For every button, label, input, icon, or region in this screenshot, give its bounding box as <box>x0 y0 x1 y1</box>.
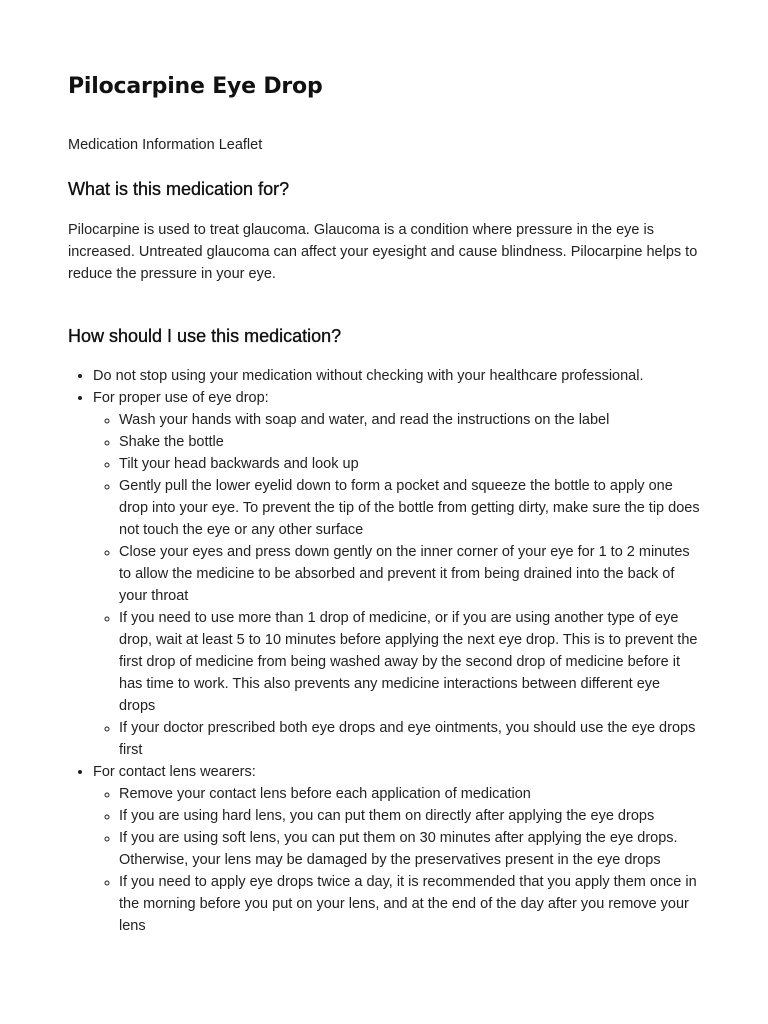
sub-list-item: ◦ If you are using soft lens, you can put them on 30 minutes after applying the eye drops. Otherwise, your lens may be damaged by the preservatives present in the eye drops <box>119 827 700 871</box>
list-item <box>93 387 700 761</box>
document-subtitle: Medication Information Leaflet <box>68 137 263 153</box>
list-item <box>93 761 700 937</box>
sub-list-item: ◦ If you need to apply eye drops twice a day, it is recommended that you apply them once in the morning before you put on your lens, and at the end of the day after you remove your lens <box>119 871 700 937</box>
sub-list-item: ◦ Close your eyes and press down gently on the inner corner of your eye for 1 to 2 minutes to allow the medicine to be absorbed and prevent it from being drained into the back of your throat <box>119 541 700 607</box>
sub-list-item: ◦ If your doctor prescribed both eye drops and eye ointments, you should use the eye drops first <box>119 717 700 761</box>
contact-lens-list <box>93 783 700 937</box>
list-item-text: For proper use of eye drop: <box>93 390 269 406</box>
sub-list-item: ◦ Tilt your head backwards and look up <box>119 453 700 475</box>
section-body-what: Pilocarpine is used to treat glaucoma. Glaucoma is a condition where pressure in the eye is increased. Untreated glaucoma can affect your eyesight and cause blindness. Pilocarpine helps to reduce the pressure in your eye. <box>68 222 698 282</box>
document-title: Pilocarpine Eye Drop <box>68 74 323 99</box>
section-heading-what: What is this medication for? <box>68 179 290 199</box>
section-heading-how: How should I use this medication? <box>68 326 342 346</box>
sub-list-item: ◦ If you are using hard lens, you can put them on directly after applying the eye drops <box>119 805 700 827</box>
sub-list-item: ◦ Gently pull the lower eyelid down to form a pocket and squeeze the bottle to apply one drop into your eye. To prevent the tip of the bottle from getting dirty, make sure the tip does not touch the eye or any other surface <box>119 475 700 541</box>
list-item-text: For contact lens wearers: <box>93 764 256 780</box>
sub-list-item: ◦ Wash your hands with soap and water, and read the instructions on the label <box>119 409 700 431</box>
how-to-use-list <box>68 365 700 937</box>
list-item <box>93 365 700 387</box>
eye-drop-steps-list <box>93 409 700 761</box>
sub-list-item: ◦ Shake the bottle <box>119 431 700 453</box>
list-item-text: Do not stop using your medication without checking with your healthcare professional. <box>93 368 644 384</box>
sub-list-item: ◦ Remove your contact lens before each application of medication <box>119 783 700 805</box>
sub-list-item: ◦ If you need to use more than 1 drop of medicine, or if you are using another type of eye drop, wait at least 5 to 10 minutes before applying the next eye drop. This is to prevent the first drop of medicine from being washed away by the second drop of medicine before it has time to work. This also prevents any medicine interactions between different eye drops <box>119 607 700 717</box>
